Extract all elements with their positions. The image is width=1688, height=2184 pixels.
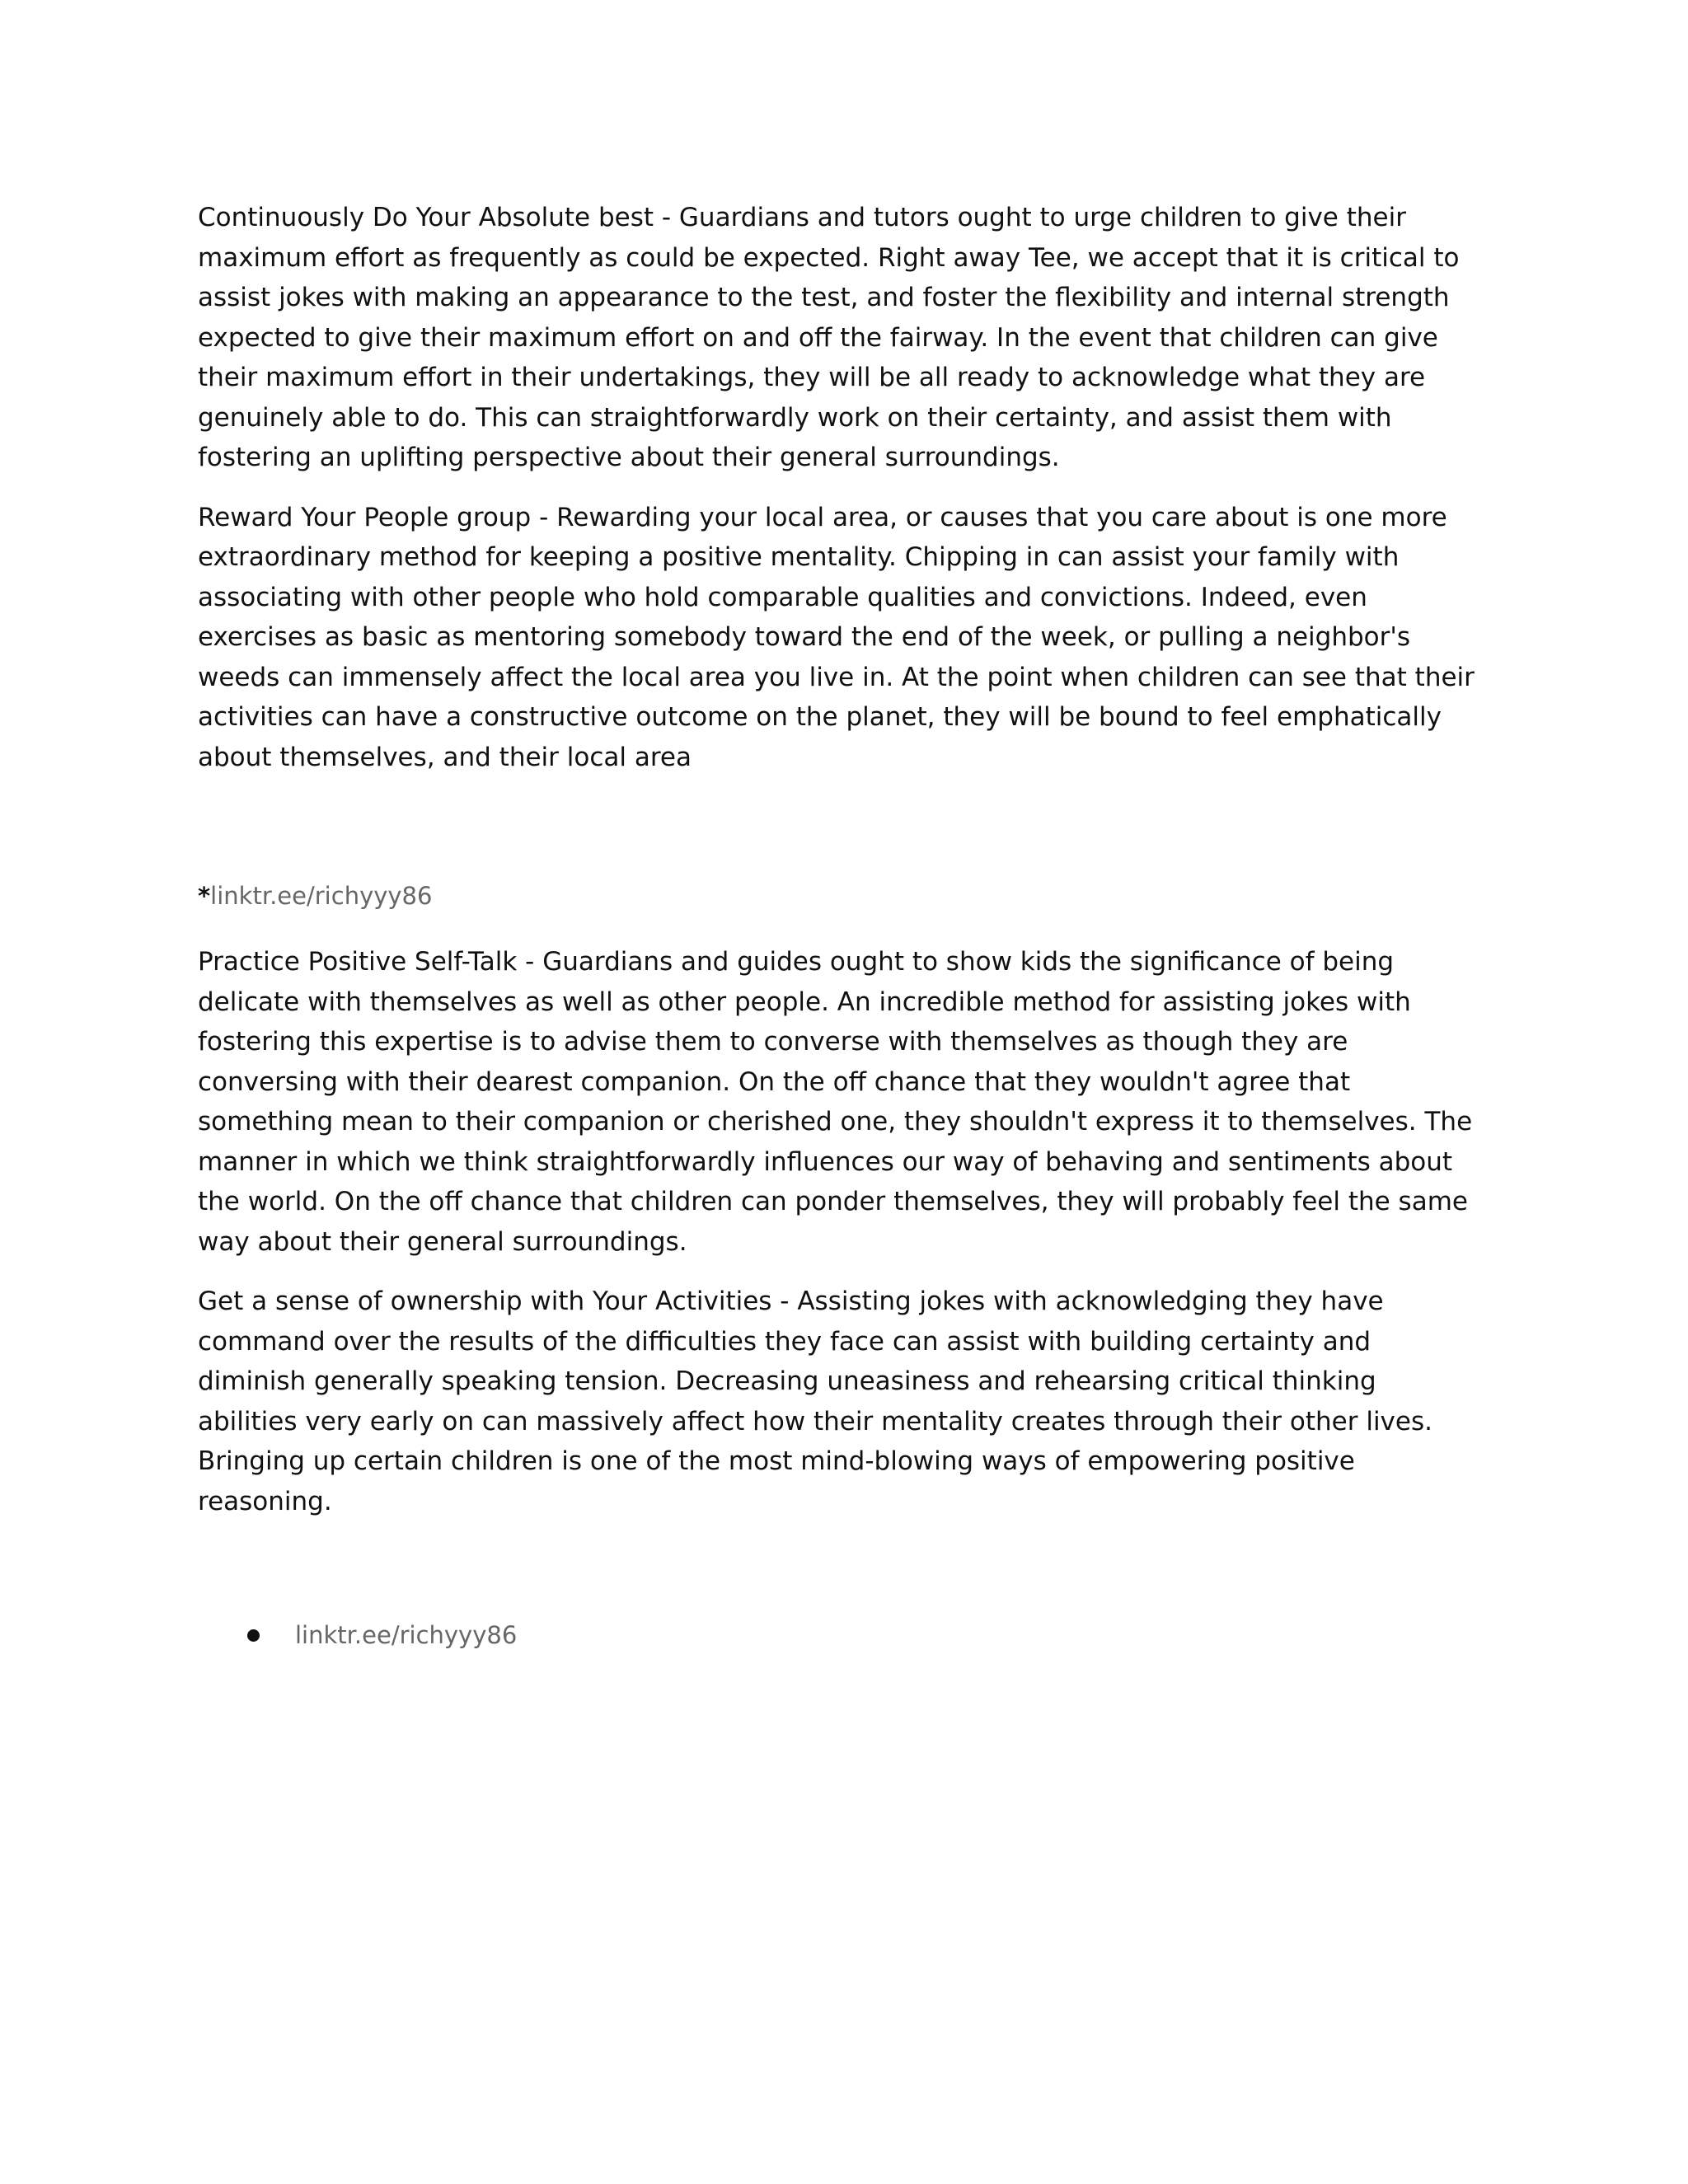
bullet-linktree-link[interactable]: linktr.ee/richyyy86	[295, 1621, 518, 1649]
asterisk-link-line	[198, 876, 1484, 916]
paragraph-positive-self-talk: Practice Positive Self-Talk - Guardians and guides ought to show kids the significance of being delicate with themselves as well as other people. An incredible method for assisting jokes with fostering this expertise is to advise them to converse with themselves as though they are conversing with their dearest companion. On the off chance that they wouldn't agree that something mean to their companion or cherished one, they shouldn't express it to themselves. The manner in which we think straightforwardly influences our way of behaving and sentiments about the world. On the off chance that children can ponder themselves, they will probably feel the same way about their general surroundings.	[198, 947, 1473, 1257]
list-item	[198, 1615, 1490, 1655]
paragraph-reward-community: Reward Your People group - Rewarding your local area, or causes that you care about is one more extraordinary method for keeping a positive mentality. Chipping in can assist your family with associating with other people who hold comparable qualities and convictions. Indeed, even exercises as basic as mentoring somebody toward the end of the week, or pulling a neighbor's weeds can immensely affect the local area you live in. At the point when children can see that their activities can have a constructive outcome on the planet, they will be bound to feel emphatically about themselves, and their local area	[198, 502, 1475, 772]
linktree-link[interactable]: linktr.ee/richyyy86	[210, 882, 433, 910]
spacer	[198, 797, 1490, 876]
bullet-dot-icon	[247, 1629, 260, 1642]
spacer	[198, 1541, 1490, 1615]
paragraph-ownership-activities: Get a sense of ownership with Your Activities - Assisting jokes with acknowledging they have command over the results of the difficulties they face can assist with building certainty and diminish generally speaking tension. Decreasing uneasiness and rehearsing critical thinking abilities very early on can massively affect how their mentality creates through their other lives. Bringing up certain children is one of the most mind-blowing ways of empowering positive reasoning.	[198, 1286, 1432, 1516]
bullet-list	[198, 1615, 1490, 1655]
asterisk-marker: *	[198, 882, 211, 910]
paragraph-do-your-best: Continuously Do Your Absolute best - Guardians and tutors ought to urge children to give their maximum effort as frequently as could be expected. Right away Tee, we accept that it is critical to assist jokes with making an appearance to the test, and foster the flexibility and internal strength expected to give their maximum effort on and off the fairway. In the event that children can give their maximum effort in their undertakings, they will be all ready to acknowledge what they are genuinely able to do. This can straightforwardly work on their certainty, and assist them with fostering an uplifting perspective about their general surroundings.	[198, 203, 1460, 472]
